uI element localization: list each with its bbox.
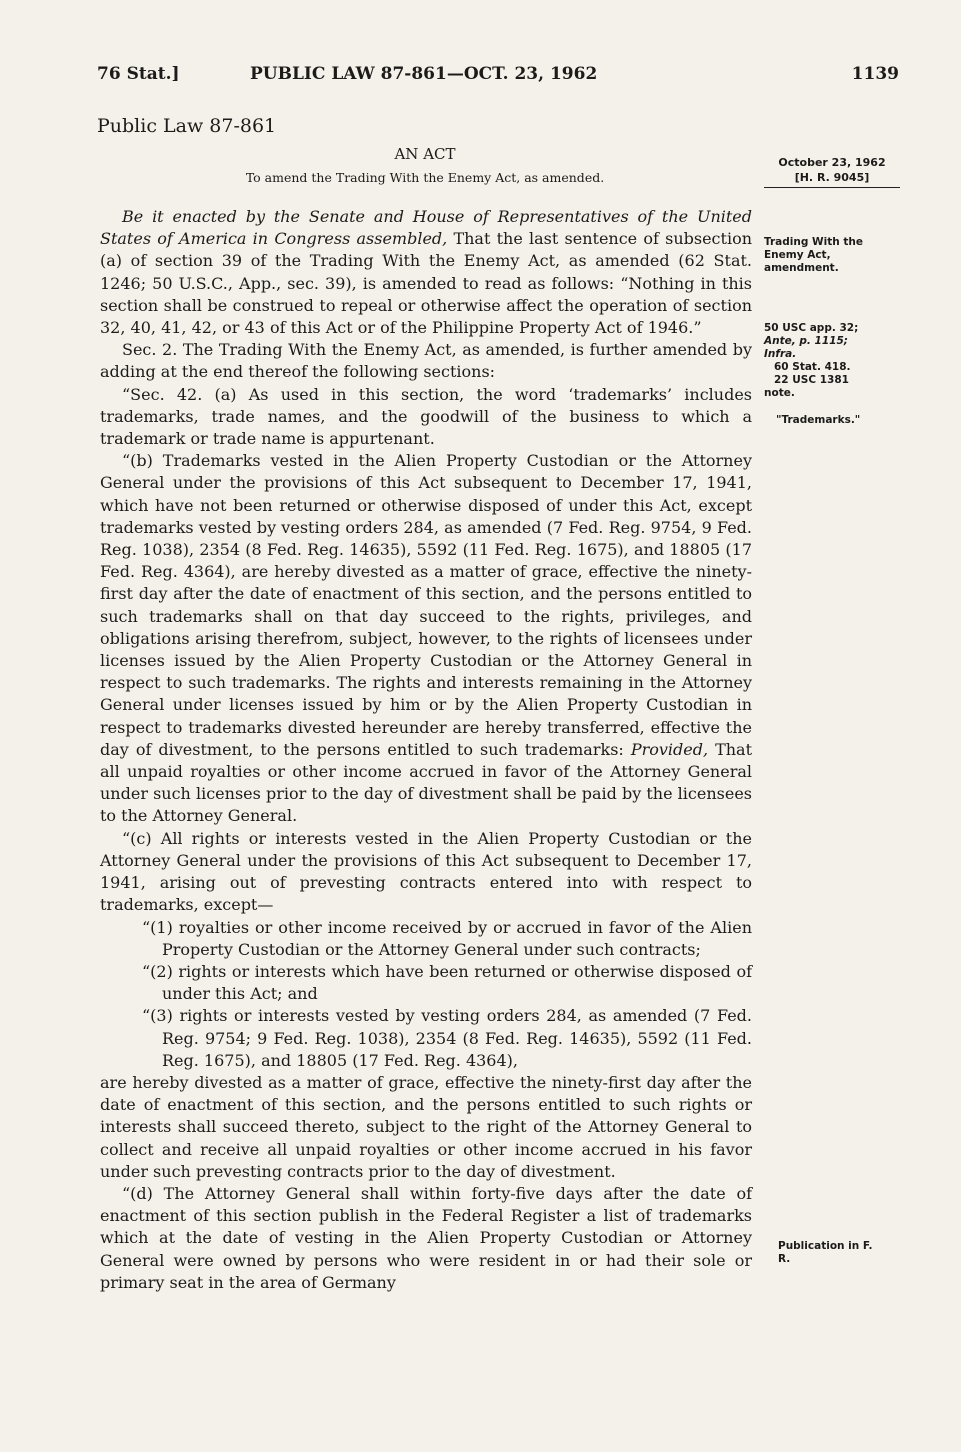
- bill-number: [H. R. 9045]: [794, 171, 870, 184]
- citation-line: 50 USC app. 32;: [764, 322, 859, 334]
- section-42-b-text: “(b) Trademarks vested in the Alien Property Custodian or the Attorney General under the provisions of this Act subsequent to December 17, 1941, which have not been returned or otherwise disposed of under this Act, except trademarks vested by vesting orders 284, as amended (7 Fed. Reg. 9754, 9 Fed. Reg. 1038), 2354 (8 Fed. Reg. 14635), 5592 (11 Fed. Reg. 1675), and 18805 (17 Fed. Reg. 4364), are hereby divested as a matter of grace, effective the ninety-first day after the date of enactment of this section, and the persons entitled to such trademarks shall on that day succeed to the rights, privileges, and obligations arising therefrom, subject, however, to the rights of licensees under licenses issued by the Alien Property Custodian or the Attorney General in respect to such trademarks. The rights and interests remaining in the Attorney General under licenses issued by him or by the Alien Property Custodian in respect to trademarks divested hereunder are hereby transferred, effective the day of divestment, to the persons entitled to such trademarks:: [100, 451, 752, 759]
- citation-line: 22 USC 1381: [774, 374, 849, 386]
- list-item-3: “(3) rights or interests vested by vesting orders 284, as amended (7 Fed. Reg. 9754; 9 Fed. Reg. 1038), 2354 (8 Fed. Reg. 14635), 5592 (11 Fed. Reg. 1675), and 18805 (17 Fed. Reg. 4364),: [142, 1006, 752, 1070]
- citation-line: Ante, p. 1115;: [764, 335, 848, 347]
- header-title: PUBLIC LAW 87-861—OCT. 23, 1962: [250, 64, 598, 84]
- margin-note-trademarks: "Trademarks.": [776, 414, 861, 426]
- date-block: [764, 155, 900, 188]
- list-item-2: “(2) rights or interests which have been returned or otherwise disposed of under this Act; and: [142, 961, 752, 1004]
- law-title: Public Law 87-861: [97, 115, 277, 137]
- act-body: [100, 206, 752, 1294]
- margin-note-trading: Trading With the Enemy Act, amendment.: [764, 236, 863, 274]
- statute-volume: 76 Stat.]: [97, 64, 180, 84]
- section-42-d: “(d) The Attorney General shall within forty-five days after the date of enactment of this section publish in the Federal Register a list of trademarks which at the date of vesting in the Alien Property Custodian or Attorney General were owned by persons who were resident in or had their sole or primary seat in the area of Germany: [100, 1183, 752, 1292]
- citation-line: 60 Stat. 418.: [774, 361, 851, 373]
- section-42-b-proviso-text: That all unpaid royalties or other income accrued in favor of the Attorney General under such licenses prior to the day of divestment shall be paid by the licensees to the Attorney General.: [100, 739, 753, 826]
- citation-line: Infra.: [764, 348, 797, 360]
- page-number: 1139: [851, 64, 899, 84]
- section-42-c-continuation: are hereby divested as a matter of grace, effective the ninety-first day after the date of enactment of this section, and the persons entitled to such rights or interests shall succeed thereto, subject to the right of the Attorney General to collect and receive all unpaid royalties or other income accrued in his favor under such prevesting contracts prior to the day of divestment.: [100, 1072, 752, 1181]
- proviso-word: Provided,: [630, 739, 709, 759]
- enactment-date: October 23, 1962: [778, 156, 886, 169]
- act-heading: AN ACT: [394, 145, 456, 163]
- list-item-1: “(1) royalties or other income received by or accrued in favor of the Alien Property Custodian or the Attorney General under such contracts;: [142, 917, 752, 959]
- section-42-c: “(c) All rights or interests vested in the Alien Property Custodian or the Attorney General under the provisions of this Act subsequent to December 17, 1941, arising out of prevesting contracts entered into with respect to trademarks, except—: [100, 828, 752, 915]
- enacting-paragraph: [100, 206, 752, 339]
- act-purpose: To amend the Trading With the Enemy Act, as amended.: [245, 170, 605, 185]
- citation-line: note.: [764, 387, 795, 399]
- margin-note-citations: [764, 322, 904, 400]
- margin-note-publication: Publication in F. R.: [778, 1240, 873, 1265]
- section-1-text: That the last sentence of subsection (a) of section 39 of the Trading With the Enemy Act, as amended (62 Stat. 1246; 50 U.S.C., App., sec. 39), is amended to read as follows: “Nothing in this section shall be construed to repeal or otherwise affect the operation of section 32, 40, 41, 42, or 43 of this Act or of the Philippine Property Act of 1946.”: [100, 229, 753, 338]
- running-header: [97, 64, 899, 88]
- section-42-a: “Sec. 42. (a) As used in this section, the word ‘trademarks’ includes trademarks, trade names, and the goodwill of the business to which a trademark or trade name is appurtenant.: [100, 384, 752, 449]
- enacting-clause: Be it enacted by the Senate and House of Representatives of the United States of America in Congress assembled,: [100, 207, 752, 249]
- section-42-b: [100, 450, 752, 827]
- section-2: Sec. 2. The Trading With the Enemy Act, as amended, is further amended by adding at the end thereof the following sections:: [100, 340, 752, 382]
